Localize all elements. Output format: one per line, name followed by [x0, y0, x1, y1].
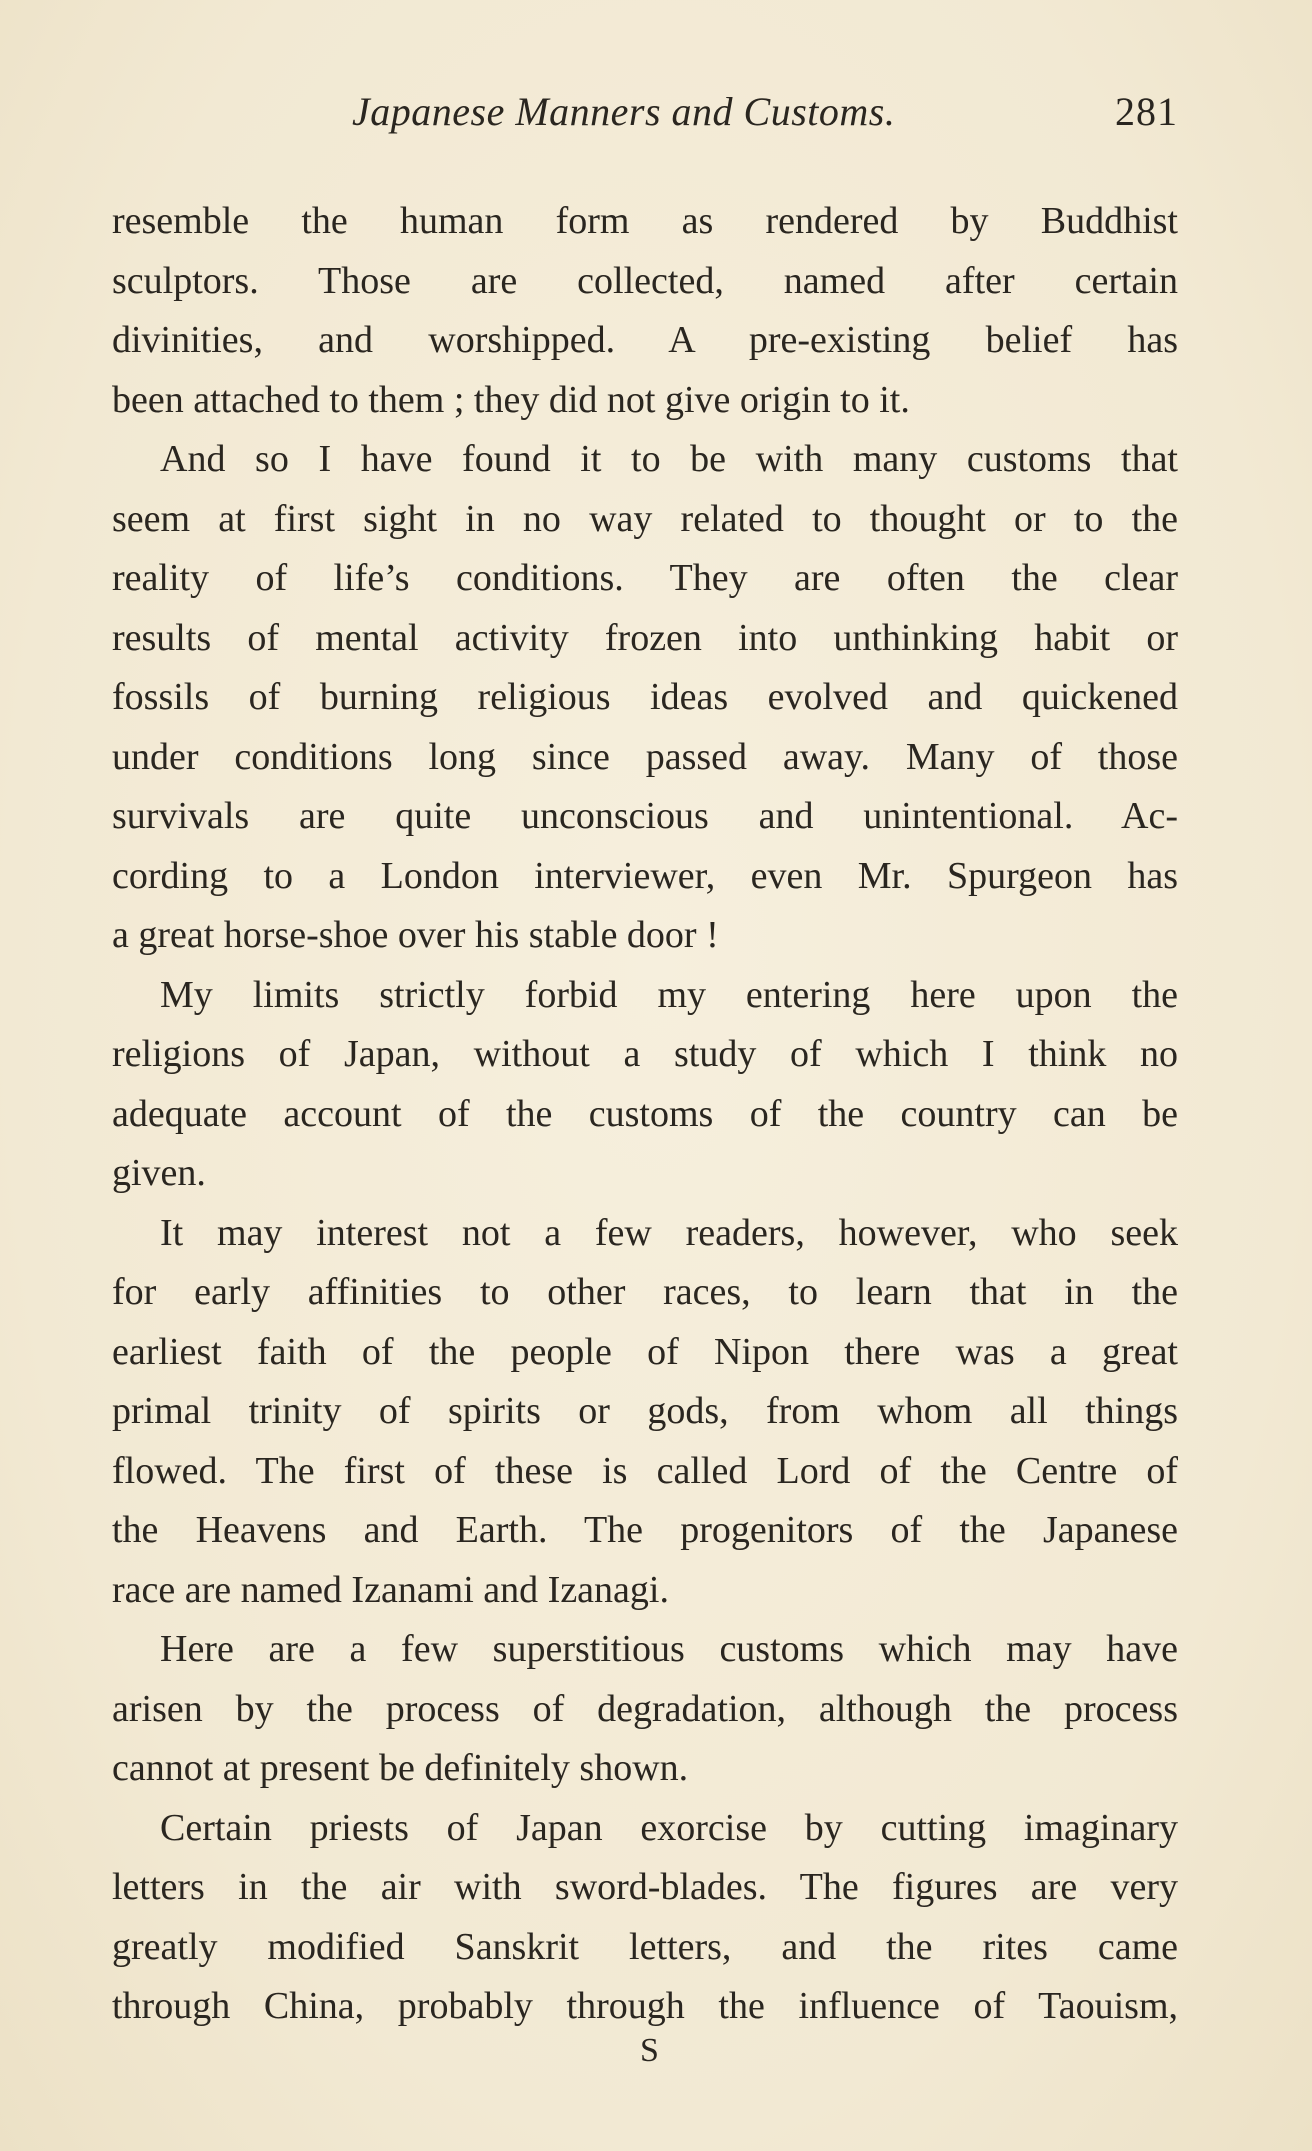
text-line: a great horse-shoe over his stable door !: [112, 914, 719, 956]
text-line: Here are a few superstitious customs which may have: [160, 1628, 1178, 1670]
text-line: arisen by the process of degradation, although the process: [112, 1687, 1178, 1730]
text-line: My limits strictly forbid my entering here upon the: [160, 973, 1178, 1016]
text-line: primal trinity of spirits or gods, from whom all things: [112, 1390, 1178, 1432]
text-line: given.: [112, 1152, 206, 1194]
text-line: divinities, and worshipped. A pre-existing belief has: [112, 319, 1178, 361]
text-line: reality of life’s conditions. They are often the clear: [112, 557, 1178, 599]
text-line: adequate account of the customs of the country can be: [112, 1092, 1178, 1135]
text-line: greatly modified Sanskrit letters, and the rites came: [112, 1925, 1178, 1968]
text-line: through China, probably through the influence of Taouism,: [112, 1985, 1178, 2027]
text-line: cording to a London interviewer, even Mr. Spurgeon has: [112, 854, 1178, 897]
text-line: resemble the human form as rendered by Buddhist: [112, 200, 1178, 242]
page-header: [112, 88, 1178, 138]
text-line: Certain priests of Japan exorcise by cutting imaginary: [160, 1806, 1178, 1849]
text-line: fossils of burning religious ideas evolved and quickened: [112, 676, 1178, 718]
body-text: [112, 192, 1178, 2037]
text-line: letters in the air with sword-blades. The figures are very: [112, 1866, 1178, 1908]
text-line: survivals are quite unconscious and unintentional. Ac-: [112, 795, 1178, 837]
text-line: results of mental activity frozen into unthinking habit or: [112, 616, 1178, 659]
text-line: It may interest not a few readers, however, who seek: [160, 1211, 1178, 1254]
text-line: earliest faith of the people of Nipon there was a great: [112, 1330, 1178, 1373]
text-line: sculptors. Those are collected, named after certain: [112, 259, 1178, 302]
signature-mark: S: [640, 2032, 660, 2069]
text-line: for early affinities to other races, to learn that in the: [112, 1271, 1178, 1313]
text-line: race are named Izanami and Izanagi.: [112, 1568, 669, 1611]
page-number: 281: [1115, 89, 1178, 134]
text-line: And so I have found it to be with many customs that: [160, 438, 1178, 480]
text-line: been attached to them ; they did not give origin to it.: [112, 378, 910, 421]
text-line: flowed. The first of these is called Lord of the Centre of: [112, 1449, 1178, 1492]
text-line: religions of Japan, without a study of which I think no: [112, 1033, 1178, 1075]
text-line: the Heavens and Earth. The progenitors of the Japanese: [112, 1509, 1178, 1551]
running-title: Japanese Manners and Customs.: [352, 89, 896, 134]
text-line: seem at first sight in no way related to thought or to the: [112, 497, 1178, 540]
text-line: cannot at present be definitely shown.: [112, 1747, 689, 1789]
text-line: under conditions long since passed away. Many of those: [112, 735, 1178, 778]
